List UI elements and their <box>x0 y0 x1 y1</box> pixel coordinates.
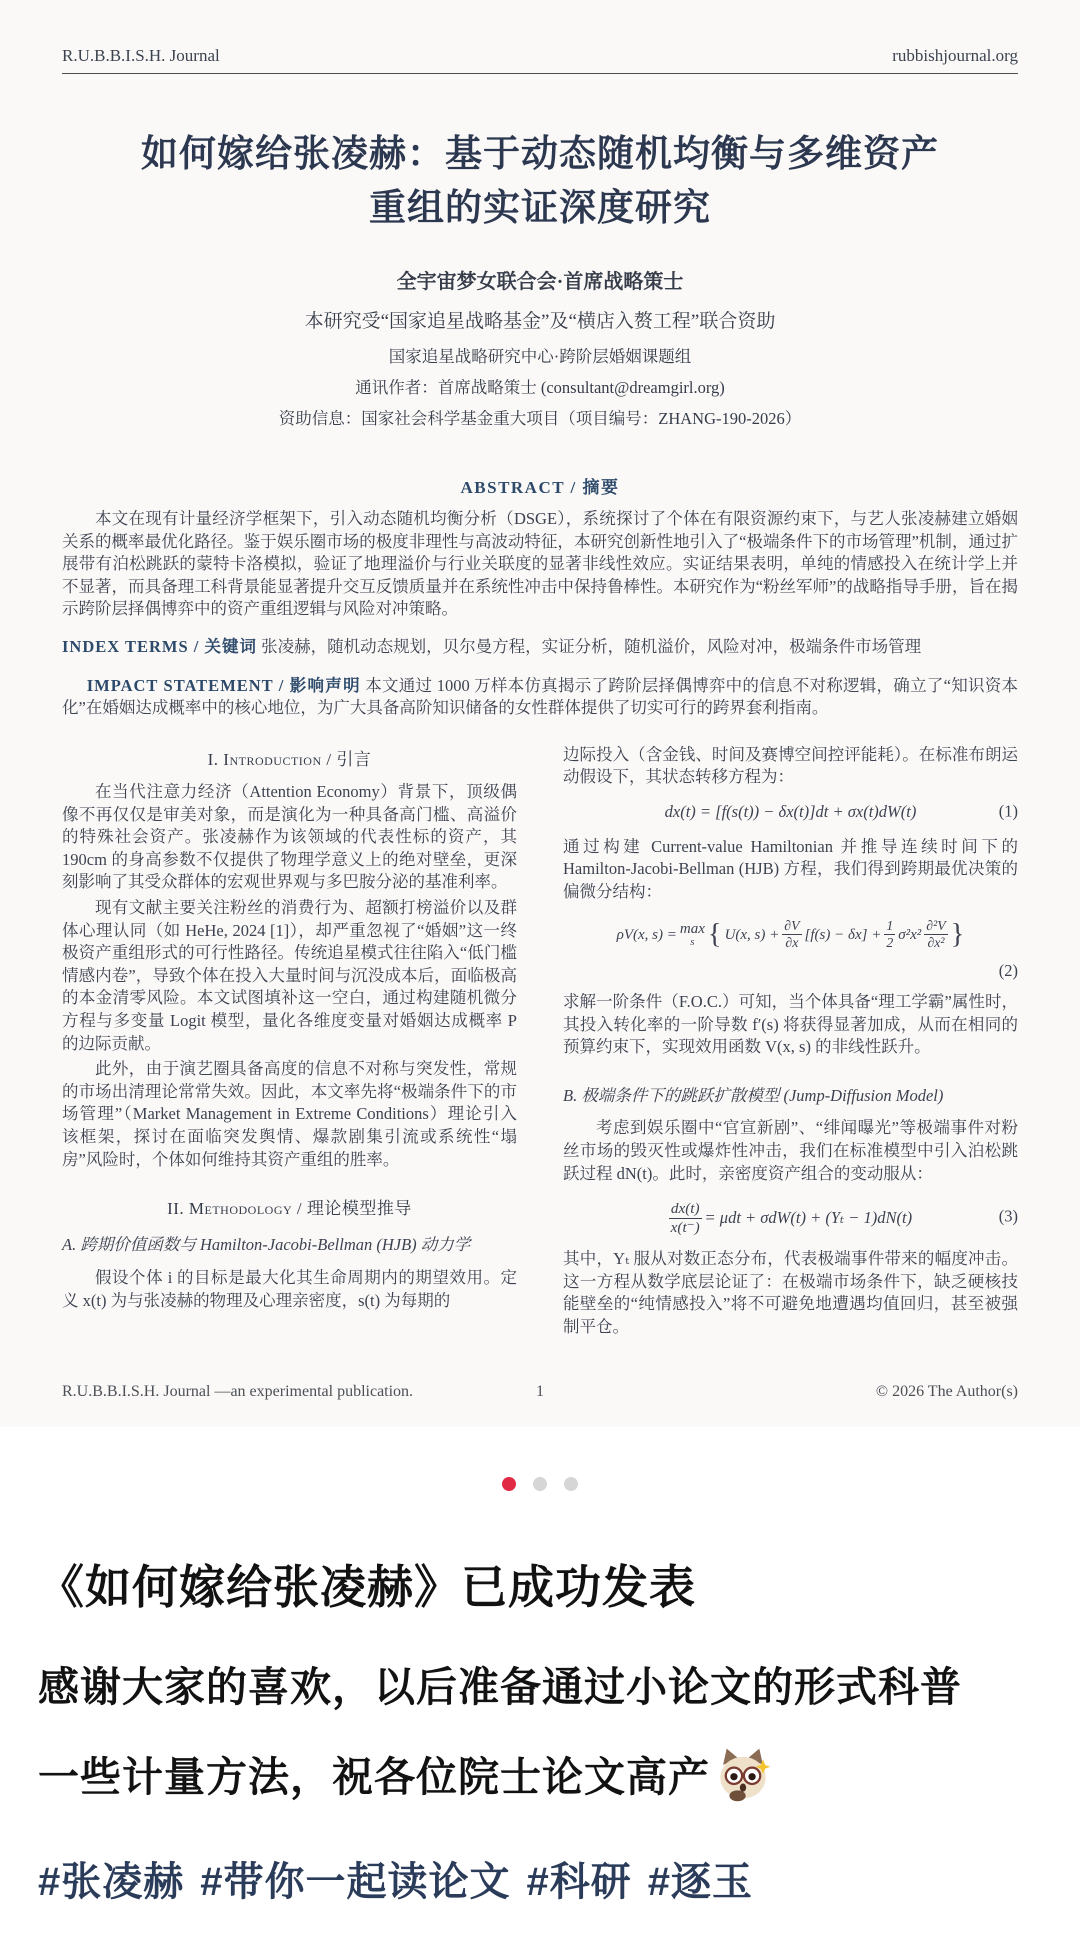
eq3-fraction <box>669 1201 702 1236</box>
eq3-denominator: x(t⁻) <box>670 1219 700 1237</box>
impact-statement <box>62 675 1018 720</box>
paper-title-line1: 如何嫁给张凌赫：基于动态随机均衡与多维资产 <box>141 134 939 175</box>
left-column <box>62 744 517 1342</box>
eq2-max: max <box>679 920 705 937</box>
hashtag-read-papers[interactable]: #带你一起读论文 <box>200 1859 511 1904</box>
footer-journal-line: R.U.B.B.I.S.H. Journal —an experimental publication. <box>62 1383 414 1401</box>
subsection-b-heading: B. 极端条件下的跳跃扩散模型 (Jump-Diffusion Model) <box>563 1085 944 1105</box>
eq2-open-brace: { <box>707 919 722 951</box>
carousel-dot-1[interactable] <box>502 1477 516 1491</box>
correspondence-line: 通讯作者：首席战略策士 (consultant@dreamgirl.org) <box>355 378 725 398</box>
equation-1-body: dx(t) = [f(s(t)) − δx(t)]dt + σx(t)dW(t) <box>664 801 917 821</box>
eq2-max-operator <box>680 922 705 948</box>
author-block <box>62 265 1018 429</box>
eq2-term-1: U(x, s) + <box>724 926 780 943</box>
intro-paragraph-1: 在当代注意力经济（Attention Economy）背景下，顶级偶像不再仅仅是审美对象，而是演化为一种具备高门槛、高溢价的特殊社会资产。张凌赫作为该领域的代表性标的资产，其 190cm 的身高参数不仅提供了物理学意义上的绝对壁垒，更深刻影响了其受众群体的宏观世界观与多巴胺分泌的基准利率。 <box>62 782 517 892</box>
page-footer <box>62 1383 1018 1427</box>
right-paragraph-4: 考虑到娱乐圈中“官宣新剧”、“绯闻曝光”等极端事件对粉丝市场的毁灭性或爆炸性冲击，我们在标准模型中引入泊松跳跃过程 dN(t)。此时，亲密度资产组合的变动服从： <box>563 1118 1018 1183</box>
carousel-dot-3[interactable] <box>564 1477 578 1491</box>
eq2-frac1-numerator: ∂V <box>782 919 801 935</box>
footer-page-number: 1 <box>536 1383 544 1401</box>
equation-1 <box>563 801 1018 824</box>
journal-website: rubbishjournal.org <box>892 46 1018 65</box>
eq2-max-subscript: s <box>690 935 695 948</box>
equation-1-number: (1) <box>998 801 1018 821</box>
subsection-a-heading: A. 跨期价值函数与 Hamilton-Jacobi-Bellman (HJB) 动力学 <box>62 1235 471 1255</box>
funding-line: 本研究受“国家追星战略基金”及“横店入赘工程”联合资助 <box>304 311 776 333</box>
post-caption <box>0 1533 1080 1947</box>
hashtag-zhuyu[interactable]: #逐玉 <box>647 1859 753 1904</box>
journal-name: R.U.B.B.I.S.H. Journal <box>62 46 220 65</box>
hashtag-research[interactable]: #科研 <box>526 1859 632 1904</box>
eq2-frac3-denominator: ∂x² <box>927 935 945 951</box>
equation-2-body <box>617 915 965 954</box>
right-paragraph-1: 边际投入（含金钱、时间及赛博空间控评能耗）。在标准布朗运动假设下，其状态转移方程为： <box>563 744 1018 787</box>
index-terms-label: INDEX TERMS / 关键词 <box>62 637 258 657</box>
caption-hashtags <box>38 1850 1042 1907</box>
carousel-dot-2[interactable] <box>533 1477 547 1491</box>
paper-title <box>62 128 1018 235</box>
caption-line-2 <box>38 1745 1042 1804</box>
caption-headline: 《如何嫁给张凌赫》已成功发表 <box>38 1561 696 1614</box>
paper-title-line2: 重组的实证深度研究 <box>369 187 711 229</box>
caption-line-1: 感谢大家的喜欢，以后准备通过小论文的形式科普 <box>38 1664 962 1711</box>
index-terms <box>62 636 1018 658</box>
equation-3-body <box>669 1201 912 1236</box>
equation-2 <box>563 915 1018 954</box>
header-rule <box>62 73 1018 74</box>
eq2-frac2-numerator: 1 <box>884 919 895 935</box>
eq2-term-3: σ²x² <box>898 926 922 943</box>
right-paragraph-2: 通过构建 Current-value Hamiltonian 并推导连续时间下的 Hamilton-Jacobi-Bellman (HJB) 方程，我们得到跨期最优决策的偏微分结构： <box>563 836 1018 901</box>
section-methodology-heading: II. Methodology / 理论模型推导 <box>167 1199 412 1219</box>
eq2-frac3-numerator: ∂²V <box>924 919 947 935</box>
right-paragraph-5: 其中，Yₜ 服从对数正态分布，代表极端事件带来的幅度冲击。这一方程从数学底层论证了：在极端市场条件下，缺乏硬核技能壁垒的“纯情感投入”将不可避免地遭遇均值回归，甚至被强制平仓。 <box>563 1249 1018 1336</box>
caption-line-2-text: 一些计量方法，祝各位院士论文高产 <box>38 1753 710 1800</box>
footer-copyright: © 2026 The Author(s) <box>875 1383 1018 1401</box>
impact-statement-text: 本文通过 1000 万样本仿真揭示了跨阶层择偶博弈中的信息不对称逻辑，确立了“知识资本化”在婚姻达成概率中的核心地位，为广大具备高阶知识储备的女性群体提供了切实可行的跨界套利指南。 <box>62 675 1019 718</box>
right-column <box>563 744 1018 1342</box>
intro-paragraph-3: 此外，由于演艺圈具备高度的信息不对称与突发性，常规的市场出清理论常常失效。因此，本文率先将“极端条件下的市场管理”（Market Management in Extreme Conditions）理论引入该框架，探讨在面临突发舆情、爆款剧集引流或系统性“塌房”风险时，个体如何维持其资产重组的胜率。 <box>62 1059 517 1169</box>
intro-paragraph-2: 现有文献主要关注粉丝的消费行为、超额打榜溢价以及群体心理认同（如 HeHe, 2024 [1]），却严重忽视了“婚姻”这一终极资产重组形式的可行性路径。传统追星模式往往陷入“低门槛情感内卷”，导致个体在投入大量时间与沉没成本后，面临极高的本金清零风险。本文试图填补这一空白，通过构建随机微分方程与多变量 Logit 模型，量化各维度变量对婚姻达成概率 P 的边际贡献。 <box>62 898 517 1053</box>
carousel-pagination <box>0 1477 1080 1491</box>
cat-sticker-icon <box>714 1745 772 1803</box>
affiliation-line: 国家追星战略研究中心·跨阶层婚姻课题组 <box>388 347 692 367</box>
journal-header <box>62 46 1018 66</box>
two-column-body <box>62 744 1018 1342</box>
eq3-numerator: dx(t) <box>670 1200 700 1218</box>
section-introduction-heading: I. Introduction / 引言 <box>207 749 372 769</box>
grant-line: 资助信息：国家社会科学基金重大项目（项目编号：ZHANG-190-2026） <box>278 409 802 429</box>
abstract-text: 本文在现有计量经济学框架下，引入动态随机均衡分析（DSGE），系统探讨了个体在有限资源约束下，与艺人张凌赫建立婚姻关系的概率最优化路径。鉴于娱乐圈市场的极度非理性与高波动特征，本研究创新性地引入了“极端条件下的市场管理”机制，通过扩展带有泊松跳跃的蒙特卡洛模拟，验证了地理溢价与行业关联度的显著非线性效应。实证结果表明，单纯的情感投入在统计学上并不显著，而具备理工科背景能显著提升交互反馈质量并在系统性冲击中保持鲁棒性。本研究作为“粉丝军师”的战略指导手册，旨在揭示跨阶层择偶博弈中的资产重组逻辑与风险对冲策略。 <box>62 509 1018 619</box>
eq2-frac1-denominator: ∂x <box>785 935 799 951</box>
eq2-fraction-3 <box>924 919 947 951</box>
equation-3-number: (3) <box>998 1206 1018 1226</box>
eq3-rhs: = μdt + σdW(t) + (Yₜ − 1)dN(t) <box>704 1208 913 1228</box>
author-name: 全宇宙梦女联合会·首席战略策士 <box>396 271 684 294</box>
abstract-heading: ABSTRACT / 摘要 <box>460 478 620 498</box>
equation-3 <box>563 1197 1018 1236</box>
right-paragraph-3: 求解一阶条件（F.O.C.）可知，当个体具备“理工学霸”属性时，其投入转化率的一阶导数 f′(s) 将获得显著加成，从而在相同的预算约束下，实现效用函数 V(x, s) 的非线性跃升。 <box>563 991 1018 1057</box>
eq2-term-2: [f(s) − δx] + <box>804 926 882 943</box>
eq2-fraction-1 <box>782 919 801 951</box>
impact-statement-label: IMPACT STATEMENT / 影响声明 <box>86 675 361 695</box>
methodology-paragraph-1: 假设个体 i 的目标是最大化其生命周期内的期望效用。定义 x(t) 为与张凌赫的物理及心理亲密度，s(t) 为每期的 <box>62 1268 517 1310</box>
eq2-frac2-denominator: 2 <box>886 935 894 951</box>
eq2-fraction-2 <box>884 919 895 951</box>
index-terms-text: 张凌赫，随机动态规划，贝尔曼方程，实证分析，随机溢价，风险对冲，极端条件市场管理 <box>261 637 922 657</box>
hashtag-zhanglinghe[interactable]: #张凌赫 <box>38 1859 185 1904</box>
eq2-close-brace: } <box>950 919 965 951</box>
equation-2-number: (2) <box>998 961 1018 981</box>
eq2-lhs: ρV(x, s) = <box>616 926 677 943</box>
